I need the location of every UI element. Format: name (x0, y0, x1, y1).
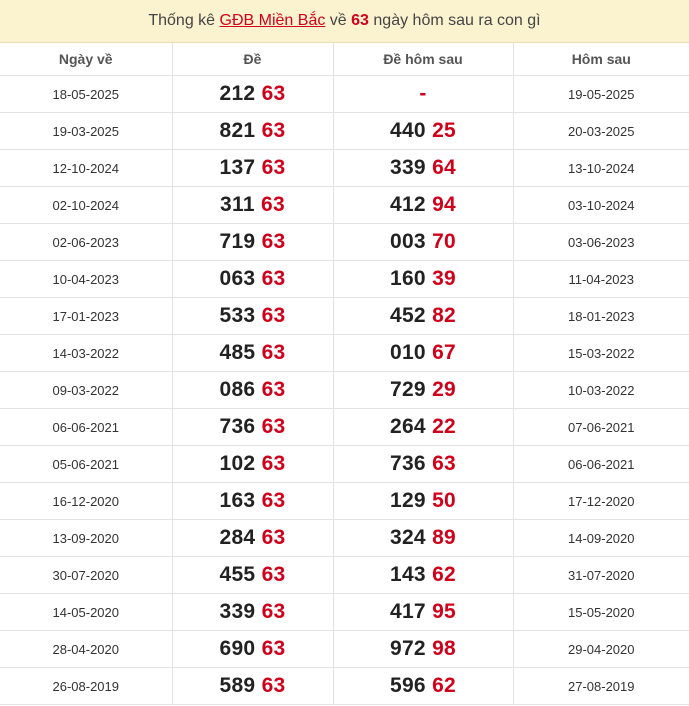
row-de (172, 335, 333, 372)
next-de-suffix: 25 (432, 119, 457, 142)
de-suffix: 63 (261, 230, 286, 253)
row-date: 16-12-2020 (0, 483, 172, 520)
de-prefix: 485 (219, 341, 256, 364)
next-de-prefix: 339 (389, 156, 426, 179)
row-de (172, 150, 333, 187)
row-next-de (333, 298, 513, 335)
de-prefix: 736 (219, 415, 256, 438)
row-next-de (333, 520, 513, 557)
next-de-prefix: 736 (389, 452, 426, 475)
row-next-de (333, 261, 513, 298)
title-number: 63 (351, 12, 369, 29)
row-next-de (333, 631, 513, 668)
row-next-date: 13-10-2024 (513, 150, 689, 187)
row-date: 28-04-2020 (0, 631, 172, 668)
next-de-suffix: 70 (432, 230, 457, 253)
table-row (0, 298, 689, 335)
row-de (172, 409, 333, 446)
next-de-suffix: 82 (432, 304, 457, 327)
de-suffix: 63 (261, 452, 286, 475)
row-date: 02-06-2023 (0, 224, 172, 261)
de-prefix: 719 (219, 230, 256, 253)
row-de (172, 261, 333, 298)
row-de (172, 76, 333, 113)
de-prefix: 311 (220, 193, 255, 216)
row-next-de (333, 446, 513, 483)
row-date: 14-03-2022 (0, 335, 172, 372)
row-next-de (333, 187, 513, 224)
de-suffix: 63 (261, 600, 286, 623)
next-de-prefix: 010 (389, 341, 426, 364)
next-de-suffix: 89 (432, 526, 457, 549)
de-prefix: 821 (219, 119, 256, 142)
row-date: 12-10-2024 (0, 150, 172, 187)
de-prefix: 163 (219, 489, 256, 512)
row-de (172, 224, 333, 261)
next-de-suffix: 50 (432, 489, 457, 512)
table-row (0, 187, 689, 224)
de-prefix: 690 (219, 637, 256, 660)
row-next-date: 06-06-2021 (513, 446, 689, 483)
table-row (0, 76, 689, 113)
next-de-suffix: 95 (432, 600, 457, 623)
row-de (172, 557, 333, 594)
next-de-suffix: 62 (432, 674, 457, 697)
next-de-prefix: 596 (389, 674, 426, 697)
table-body (0, 76, 689, 705)
header-de: Đề (172, 43, 333, 76)
row-next-date: 17-12-2020 (513, 483, 689, 520)
row-next-date: 20-03-2025 (513, 113, 689, 150)
row-next-date: 11-04-2023 (513, 261, 689, 298)
title-prefix: Thống kê (148, 12, 216, 29)
row-date: 30-07-2020 (0, 557, 172, 594)
de-prefix: 589 (219, 674, 256, 697)
table-row (0, 409, 689, 446)
row-de (172, 113, 333, 150)
de-suffix: 63 (261, 156, 286, 179)
next-de-prefix: 417 (389, 600, 426, 623)
de-prefix: 137 (219, 156, 256, 179)
row-next-de (333, 150, 513, 187)
next-de-prefix: 129 (389, 489, 426, 512)
next-de-suffix: 67 (432, 341, 457, 364)
row-date: 17-01-2023 (0, 298, 172, 335)
de-suffix: 63 (261, 489, 286, 512)
table-row (0, 446, 689, 483)
de-prefix: 284 (219, 526, 256, 549)
row-next-de (333, 224, 513, 261)
header-next-date: Hôm sau (513, 43, 689, 76)
row-date: 02-10-2024 (0, 187, 172, 224)
page-title (0, 0, 689, 43)
row-next-date: 19-05-2025 (513, 76, 689, 113)
row-next-date: 15-03-2022 (513, 335, 689, 372)
table-row (0, 520, 689, 557)
table-row (0, 335, 689, 372)
next-de-prefix: 412 (389, 193, 426, 216)
next-de-suffix: 22 (432, 415, 457, 438)
de-suffix: 63 (261, 415, 286, 438)
de-suffix: 63 (261, 526, 286, 549)
next-de-prefix: 160 (389, 267, 426, 290)
next-de-prefix: 264 (389, 415, 426, 438)
next-de-prefix: 729 (389, 378, 426, 401)
table-row (0, 668, 689, 705)
row-de (172, 187, 333, 224)
table-row (0, 224, 689, 261)
de-prefix: 212 (219, 82, 256, 105)
row-next-date: 07-06-2021 (513, 409, 689, 446)
row-date: 05-06-2021 (0, 446, 172, 483)
table-row (0, 261, 689, 298)
de-suffix: 63 (261, 267, 286, 290)
table-row (0, 150, 689, 187)
row-de (172, 483, 333, 520)
de-suffix: 63 (260, 193, 285, 216)
next-de-suffix: - (419, 82, 427, 105)
de-suffix: 63 (261, 119, 286, 142)
title-middle: về (329, 12, 347, 29)
row-next-de (333, 557, 513, 594)
row-date: 26-08-2019 (0, 668, 172, 705)
next-de-suffix: 64 (432, 156, 457, 179)
row-next-de (333, 372, 513, 409)
row-next-de (333, 409, 513, 446)
title-link[interactable]: GĐB Miền Bắc (219, 12, 326, 29)
row-de (172, 372, 333, 409)
row-de (172, 446, 333, 483)
stats-table (0, 43, 689, 705)
de-suffix: 63 (261, 304, 286, 327)
next-de-prefix: 324 (389, 526, 426, 549)
de-prefix: 102 (219, 452, 256, 475)
de-suffix: 63 (261, 563, 286, 586)
row-next-date: 18-01-2023 (513, 298, 689, 335)
row-date: 18-05-2025 (0, 76, 172, 113)
header-date: Ngày về (0, 43, 172, 76)
next-de-prefix: 440 (389, 119, 426, 142)
next-de-prefix: 143 (389, 563, 426, 586)
de-suffix: 63 (261, 82, 286, 105)
row-date: 13-09-2020 (0, 520, 172, 557)
header-next-de: Đề hôm sau (333, 43, 513, 76)
row-de (172, 594, 333, 631)
de-prefix: 063 (219, 267, 256, 290)
table-row (0, 483, 689, 520)
row-next-de (333, 335, 513, 372)
row-de (172, 298, 333, 335)
row-next-date: 29-04-2020 (513, 631, 689, 668)
table-header-row (0, 43, 689, 76)
table-row (0, 594, 689, 631)
row-next-de (333, 483, 513, 520)
row-date: 19-03-2025 (0, 113, 172, 150)
row-next-date: 27-08-2019 (513, 668, 689, 705)
row-next-date: 03-06-2023 (513, 224, 689, 261)
de-prefix: 086 (219, 378, 256, 401)
row-next-de (333, 668, 513, 705)
next-de-suffix: 62 (432, 563, 457, 586)
row-de (172, 520, 333, 557)
next-de-suffix: 29 (432, 378, 457, 401)
next-de-suffix: 39 (432, 267, 457, 290)
table-row (0, 113, 689, 150)
row-next-date: 31-07-2020 (513, 557, 689, 594)
row-next-de (333, 594, 513, 631)
de-suffix: 63 (261, 378, 286, 401)
row-next-date: 10-03-2022 (513, 372, 689, 409)
table-row (0, 372, 689, 409)
next-de-suffix: 98 (432, 637, 457, 660)
row-date: 14-05-2020 (0, 594, 172, 631)
next-de-prefix: 972 (389, 637, 426, 660)
next-de-suffix: 94 (432, 193, 457, 216)
row-de (172, 631, 333, 668)
row-de (172, 668, 333, 705)
next-de-suffix: 63 (432, 452, 457, 475)
de-prefix: 455 (219, 563, 256, 586)
de-suffix: 63 (261, 674, 286, 697)
row-date: 06-06-2021 (0, 409, 172, 446)
row-next-de (333, 76, 513, 113)
de-suffix: 63 (261, 341, 286, 364)
title-suffix: ngày hôm sau ra con gì (373, 12, 541, 29)
de-prefix: 533 (219, 304, 256, 327)
de-suffix: 63 (261, 637, 286, 660)
row-next-date: 15-05-2020 (513, 594, 689, 631)
table-row (0, 557, 689, 594)
de-prefix: 339 (219, 600, 256, 623)
row-next-de (333, 113, 513, 150)
row-date: 09-03-2022 (0, 372, 172, 409)
row-date: 10-04-2023 (0, 261, 172, 298)
row-next-date: 03-10-2024 (513, 187, 689, 224)
next-de-prefix: 452 (389, 304, 426, 327)
row-next-date: 14-09-2020 (513, 520, 689, 557)
next-de-prefix: 003 (389, 230, 426, 253)
table-row (0, 631, 689, 668)
